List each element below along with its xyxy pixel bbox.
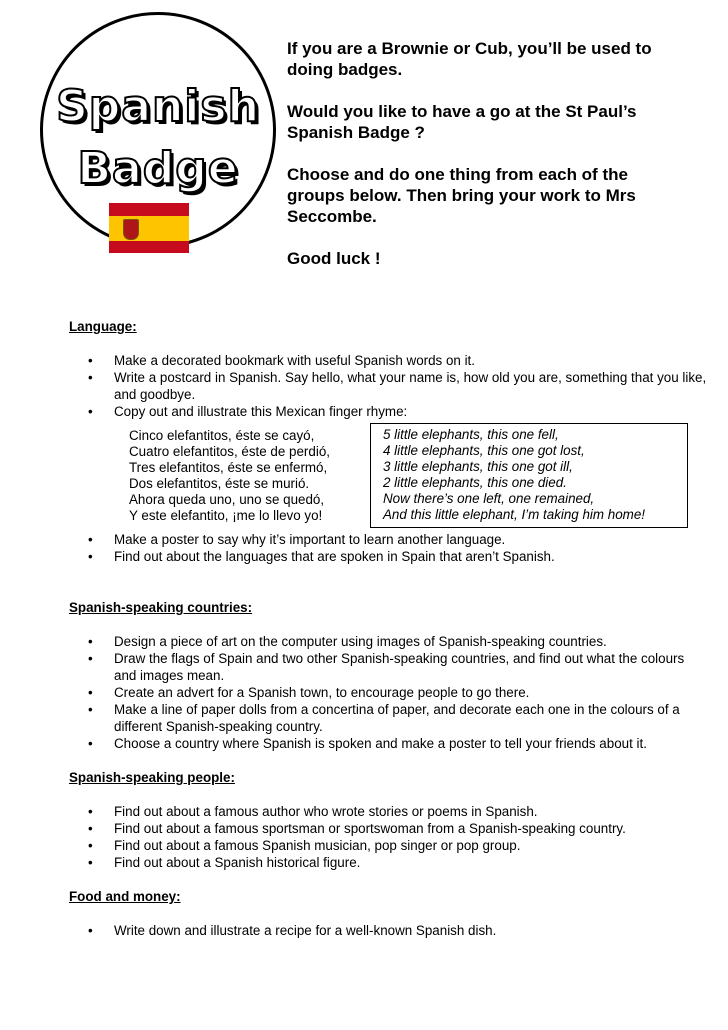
section-title-food: Food and money: [69, 889, 181, 904]
list-item: • Draw the flags of Spain and two other Spanish-speaking countries, and find out what the colours and images mean. [88, 651, 685, 683]
flag-red-stripe [109, 241, 189, 254]
bullet-icon: • [88, 634, 93, 649]
list-item: • Write down and illustrate a recipe for a well-known Spanish dish. [88, 923, 497, 938]
bullet-icon: • [88, 804, 93, 819]
list-item: • Find out about the languages that are spoken in Spain that aren’t Spanish. [88, 549, 555, 564]
list-item: • Choose a country where Spanish is spoken and make a poster to tell your friends about it. [88, 736, 647, 751]
bullet-icon: • [88, 370, 93, 385]
flag-yellow-stripe [109, 216, 189, 241]
list-item: • Find out about a famous sportsman or sportswoman from a Spanish-speaking country. [88, 821, 626, 836]
spanish-badge-logo [40, 12, 276, 248]
rhyme-line: And this little elephant, I’m taking him home! [383, 507, 645, 522]
rhyme-line: 3 little elephants, this one got ill, [383, 459, 573, 474]
list-item: • Write a postcard in Spanish. Say hello, what your name is, how old you are, something that you like, and goodbye. [88, 370, 707, 402]
bullet-icon: • [88, 549, 93, 564]
rhyme-line: Y este elefantito, ¡me lo llevo yo! [129, 508, 323, 523]
rhyme-line: Dos elefantitos, éste se murió. [129, 476, 310, 491]
rhyme-spanish [116, 423, 367, 528]
bullet-icon: • [88, 353, 93, 368]
activity-sections [69, 318, 709, 939]
rhyme-line: 4 little elephants, this one got lost, [383, 443, 585, 458]
rhyme-line: 5 little elephants, this one fell, [383, 427, 559, 442]
rhyme-line: Cuatro elefantitos, éste de perdió, [129, 444, 330, 459]
section-title-countries: Spanish-speaking countries: [69, 600, 253, 615]
bullet-icon: • [88, 855, 93, 870]
intro-paragraph: Choose and do one thing from each of the groups below. Then bring your work to Mrs Seccombe. [287, 165, 636, 226]
list-item: • Make a decorated bookmark with useful Spanish words on it. [88, 353, 475, 368]
intro-text [287, 38, 687, 290]
rhyme-line: 2 little elephants, this one died. [383, 475, 567, 490]
section-title-language: Language: [69, 319, 137, 334]
spain-flag-icon [109, 203, 189, 253]
intro-paragraph: If you are a Brownie or Cub, you’ll be used to doing badges. [287, 39, 652, 79]
rhyme-english [370, 423, 688, 528]
rhyme-line: Cinco elefantitos, éste se cayó, [129, 428, 315, 443]
rhyme-line: Tres elefantitos, éste se enfermó, [129, 460, 328, 475]
rhyme-line: Now there’s one left, one remained, [383, 491, 595, 506]
language-list-continued [69, 531, 709, 565]
bullet-icon: • [88, 821, 93, 836]
people-list [69, 803, 709, 871]
bullet-icon: • [88, 923, 93, 938]
rhyme-line: Ahora queda uno, uno se quedó, [129, 492, 325, 507]
bullet-icon: • [88, 838, 93, 853]
intro-paragraph: Would you like to have a go at the St Paul’s Spanish Badge ? [287, 102, 637, 142]
list-item: • Find out about a famous Spanish musician, pop singer or pop group. [88, 838, 521, 853]
finger-rhyme-table [116, 423, 728, 528]
coat-of-arms-icon [123, 219, 139, 240]
list-item: • Copy out and illustrate this Mexican finger rhyme: [88, 404, 408, 419]
language-list [69, 352, 709, 420]
list-item: • Find out about a famous author who wrote stories or poems in Spanish. [88, 804, 538, 819]
bullet-icon: • [88, 404, 93, 419]
bullet-icon: • [88, 651, 93, 666]
list-item: • Design a piece of art on the computer using images of Spanish-speaking countries. [88, 634, 607, 649]
bullet-icon: • [88, 685, 93, 700]
badge-word-spanish: Spanish [56, 81, 260, 132]
good-luck: Good luck ! [287, 249, 381, 268]
list-item: • Create an advert for a Spanish town, to encourage people to go there. [88, 685, 530, 700]
list-item: • Find out about a Spanish historical figure. [88, 855, 361, 870]
bullet-icon: • [88, 532, 93, 547]
list-item: • Make a poster to say why it’s important to learn another language. [88, 532, 506, 547]
countries-list [69, 633, 709, 752]
food-list [69, 922, 709, 939]
list-item: • Make a line of paper dolls from a concertina of paper, and decorate each one in the colours of a different Spanish-speaking country. [88, 702, 680, 734]
flag-red-stripe [109, 203, 189, 216]
bullet-icon: • [88, 702, 93, 717]
section-title-people: Spanish-speaking people: [69, 770, 235, 785]
badge-word-badge: Badge [77, 143, 239, 194]
bullet-icon: • [88, 736, 93, 751]
